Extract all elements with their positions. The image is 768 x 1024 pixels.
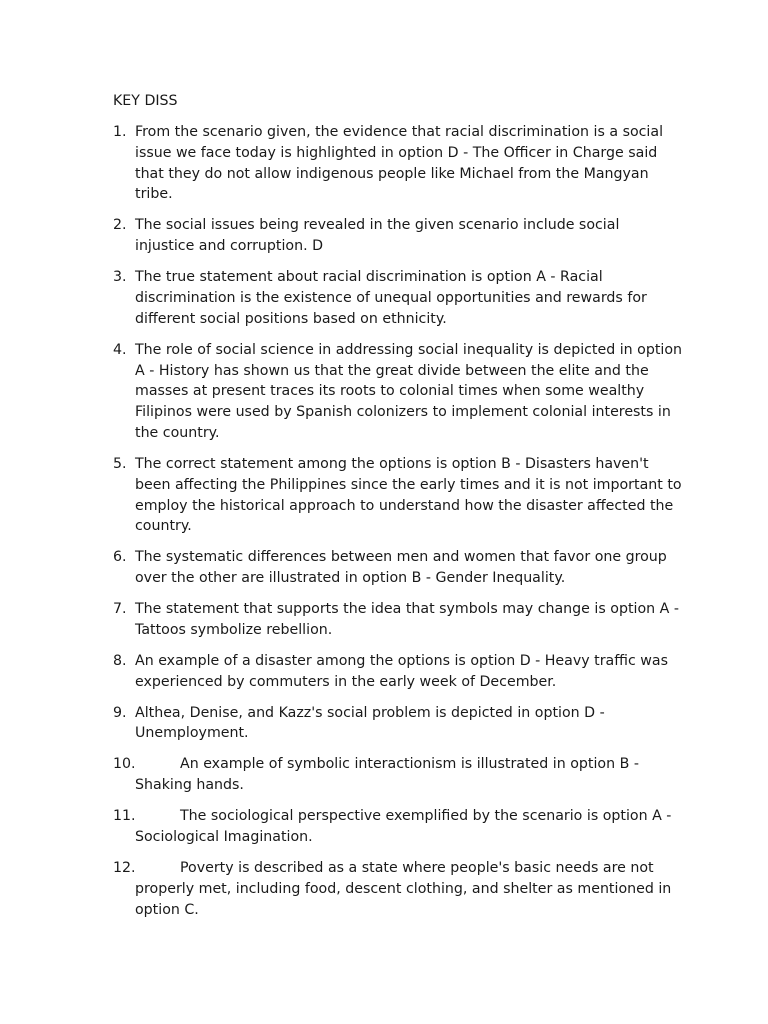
item-number: 9. bbox=[113, 704, 127, 721]
item-number: 3. bbox=[113, 269, 127, 286]
item-number: 6. bbox=[113, 549, 127, 566]
document-title: KEY DISS bbox=[113, 93, 178, 109]
list-item bbox=[113, 340, 683, 444]
item-number: 10. bbox=[113, 756, 136, 773]
list-item bbox=[113, 547, 683, 589]
list-item bbox=[113, 754, 683, 796]
item-text: The systematic differences between men and women that favor one group over the other are illustrated in option B - Gender Inequality. bbox=[135, 549, 667, 587]
list-item bbox=[113, 454, 683, 537]
answer-list bbox=[113, 122, 683, 920]
item-number: 7. bbox=[113, 601, 127, 618]
item-text: The true statement about racial discrimination is option A - Racial discrimination is the existence of unequal opportunities and rewards for different social positions based on ethnicity. bbox=[135, 269, 647, 327]
list-item bbox=[113, 703, 683, 745]
list-item bbox=[113, 858, 683, 920]
list-item bbox=[113, 215, 683, 257]
list-item bbox=[113, 651, 683, 693]
item-text: Poverty is described as a state where people's basic needs are not properly met, including food, descent clothing, and shelter as mentioned in option C. bbox=[135, 859, 672, 918]
item-number: 2. bbox=[113, 217, 127, 234]
document-page bbox=[113, 91, 683, 931]
item-number: 1. bbox=[113, 124, 127, 140]
item-text: The social issues being revealed in the given scenario include social injustice and corruption. D bbox=[135, 217, 620, 255]
list-item bbox=[113, 806, 683, 848]
item-text: Althea, Denise, and Kazz's social problem is depicted in option D - Unemployment. bbox=[135, 704, 605, 742]
item-text: The sociological perspective exemplified by the scenario is option A - Sociological Imagination. bbox=[135, 808, 672, 845]
item-number: 4. bbox=[113, 341, 127, 358]
item-text: An example of a disaster among the options is option D - Heavy traffic was experienced by commuters in the early week of December. bbox=[135, 652, 668, 690]
item-text: The statement that supports the idea that symbols may change is option A - Tattoos symbolize rebellion. bbox=[135, 601, 679, 638]
list-item bbox=[113, 599, 683, 641]
item-number: 11. bbox=[113, 808, 136, 825]
item-number: 12. bbox=[113, 859, 136, 876]
item-text: The role of social science in addressing social inequality is depicted in option A - History has shown us that the great divide between the elite and the masses at present traces its roots to colonial times when some wealthy Filipinos were used by Spanish colonizers to implement colonial interests in the country. bbox=[135, 341, 683, 441]
list-item bbox=[113, 267, 683, 329]
item-text: From the scenario given, the evidence that racial discrimination is a social issue we face today is highlighted in option D - The Officer in Charge said that they do not allow indigenous people like Michael from the Mangyan tribe. bbox=[135, 124, 664, 203]
item-text: An example of symbolic interactionism is illustrated in option B - Shaking hands. bbox=[135, 756, 639, 794]
list-item bbox=[113, 122, 683, 205]
item-text: The correct statement among the options is option B - Disasters haven't been affecting the Philippines since the early times and it is not important to employ the historical approach to understand how the disaster affected the country. bbox=[135, 455, 682, 535]
item-number: 8. bbox=[113, 652, 127, 669]
item-number: 5. bbox=[113, 455, 127, 472]
